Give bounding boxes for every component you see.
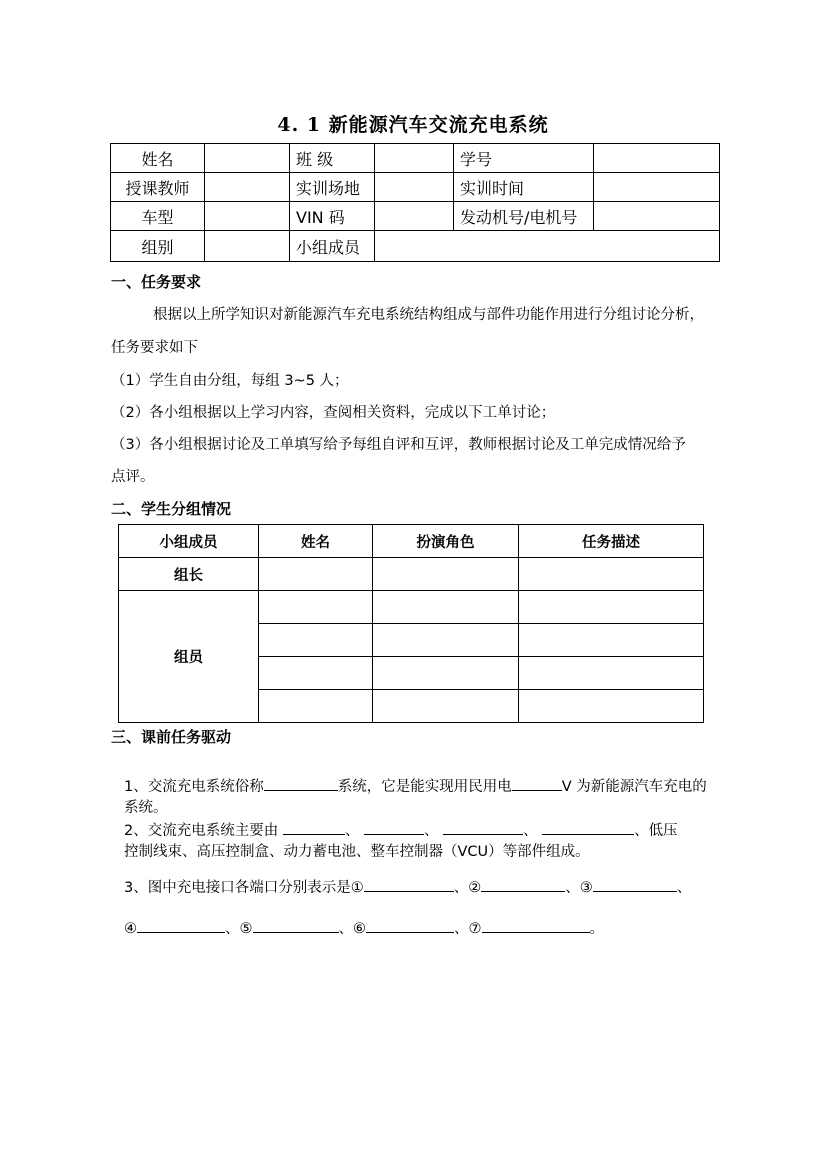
question-3 bbox=[124, 876, 691, 897]
leader-label: 组长 bbox=[119, 558, 259, 591]
cell[interactable] bbox=[519, 690, 704, 723]
cell[interactable] bbox=[259, 690, 373, 723]
cell[interactable] bbox=[373, 558, 519, 591]
field-vehicle-model[interactable] bbox=[205, 202, 290, 231]
separator: 、 bbox=[523, 823, 538, 839]
question-1-cont: 系统。 bbox=[124, 800, 168, 816]
answer-blank[interactable] bbox=[366, 918, 454, 933]
answer-blank[interactable] bbox=[137, 918, 225, 933]
cell[interactable] bbox=[259, 591, 373, 624]
col-header-members: 小组成员 bbox=[119, 525, 259, 558]
field-class[interactable] bbox=[375, 144, 454, 173]
label-vin: VIN 码 bbox=[290, 202, 375, 231]
separator: 、 bbox=[423, 823, 439, 839]
cell[interactable] bbox=[373, 657, 519, 690]
answer-blank[interactable] bbox=[264, 776, 338, 791]
section1-paragraph: 根据以上所学知识对新能源汽车充电系统结构组成与部件功能作用进行分组讨论分析， bbox=[153, 307, 704, 323]
port-number: 、⑥ bbox=[338, 921, 366, 937]
cell[interactable] bbox=[259, 558, 373, 591]
question-text: 3、图中充电接口各端口分别表示是① bbox=[124, 880, 364, 896]
col-header-role: 扮演角色 bbox=[373, 525, 519, 558]
question-2 bbox=[124, 819, 678, 840]
question-text: 系统，它是能实现用民用电 bbox=[337, 779, 512, 795]
section1-heading: 一、任务要求 bbox=[111, 273, 202, 291]
label-vehicle-model: 车型 bbox=[111, 202, 205, 231]
field-engine-number[interactable] bbox=[594, 202, 720, 231]
separator: 、 bbox=[344, 823, 360, 839]
label-name: 姓名 bbox=[111, 144, 205, 173]
field-student-id[interactable] bbox=[594, 144, 720, 173]
section1-paragraph-cont: 任务要求如下 bbox=[111, 340, 198, 356]
label-group-members: 小组成员 bbox=[290, 231, 375, 262]
document-title: 4. 1 新能源汽车交流充电系统 bbox=[277, 114, 549, 136]
label-training-time: 实训时间 bbox=[454, 173, 594, 202]
cell[interactable] bbox=[373, 624, 519, 657]
port-number: 、② bbox=[453, 880, 482, 896]
answer-blank[interactable] bbox=[443, 820, 523, 835]
cell[interactable] bbox=[373, 591, 519, 624]
cell[interactable] bbox=[259, 657, 373, 690]
requirement-item-1: （1）学生自由分组，每组 3~5 人； bbox=[111, 373, 349, 389]
answer-blank[interactable] bbox=[542, 820, 634, 835]
port-number: ④ bbox=[124, 921, 137, 937]
info-table bbox=[110, 143, 720, 262]
table-row bbox=[119, 591, 704, 624]
question-text: 2、交流充电系统主要由 bbox=[124, 823, 279, 839]
col-header-name: 姓名 bbox=[259, 525, 373, 558]
table-row bbox=[119, 558, 704, 591]
label-training-site: 实训场地 bbox=[290, 173, 375, 202]
field-name[interactable] bbox=[205, 144, 290, 173]
field-training-site[interactable] bbox=[375, 173, 454, 202]
question-text: V 为新能源汽车充电的 bbox=[561, 779, 707, 795]
field-training-time[interactable] bbox=[594, 173, 720, 202]
port-number: 、⑦ bbox=[454, 921, 482, 937]
question-2-cont: 控制线束、高压控制盒、动力蓄电池、整车控制器（VCU）等部件组成。 bbox=[124, 844, 590, 860]
table-row bbox=[111, 231, 720, 262]
cell[interactable] bbox=[519, 558, 704, 591]
cell[interactable] bbox=[259, 624, 373, 657]
answer-blank[interactable] bbox=[253, 918, 339, 933]
answer-blank[interactable] bbox=[364, 820, 424, 835]
question-1 bbox=[124, 775, 707, 796]
member-label: 组员 bbox=[119, 591, 259, 723]
cell[interactable] bbox=[519, 624, 704, 657]
label-student-id: 学号 bbox=[454, 144, 594, 173]
field-group[interactable] bbox=[205, 231, 290, 262]
question-3-cont bbox=[124, 917, 604, 938]
requirement-item-3-cont: 点评。 bbox=[111, 469, 155, 485]
group-table bbox=[118, 524, 704, 723]
label-class: 班 级 bbox=[290, 144, 375, 173]
table-header-row bbox=[119, 525, 704, 558]
answer-blank[interactable] bbox=[364, 877, 454, 892]
requirement-item-2: （2）各小组根据以上学习内容，查阅相关资料，完成以下工单讨论； bbox=[111, 405, 556, 421]
col-header-task: 任务描述 bbox=[519, 525, 704, 558]
period: 。 bbox=[589, 921, 604, 937]
field-group-members[interactable] bbox=[375, 231, 720, 262]
section2-heading: 二、学生分组情况 bbox=[111, 500, 232, 518]
table-row bbox=[111, 202, 720, 231]
cell[interactable] bbox=[519, 591, 704, 624]
answer-blank[interactable] bbox=[481, 877, 565, 892]
table-row bbox=[111, 173, 720, 202]
label-teacher: 授课教师 bbox=[111, 173, 205, 202]
answer-blank[interactable] bbox=[593, 877, 677, 892]
label-group: 组别 bbox=[111, 231, 205, 262]
question-text: 、低压 bbox=[634, 823, 678, 839]
port-number: 、③ bbox=[565, 880, 593, 896]
separator: 、 bbox=[676, 880, 692, 896]
label-engine-number: 发动机号/电机号 bbox=[454, 202, 594, 231]
port-number: 、⑤ bbox=[225, 921, 253, 937]
section3-heading: 三、课前任务驱动 bbox=[111, 728, 232, 746]
question-text: 1、交流充电系统俗称 bbox=[124, 779, 264, 795]
answer-blank[interactable] bbox=[283, 820, 345, 835]
requirement-item-3: （3）各小组根据讨论及工单填写给予每组自评和互评，教师根据讨论及工单完成情况给予 bbox=[111, 437, 686, 453]
answer-blank[interactable] bbox=[512, 776, 562, 791]
cell[interactable] bbox=[519, 657, 704, 690]
field-vin[interactable] bbox=[375, 202, 454, 231]
table-row bbox=[111, 144, 720, 173]
cell[interactable] bbox=[373, 690, 519, 723]
field-teacher[interactable] bbox=[205, 173, 290, 202]
answer-blank[interactable] bbox=[482, 918, 590, 933]
